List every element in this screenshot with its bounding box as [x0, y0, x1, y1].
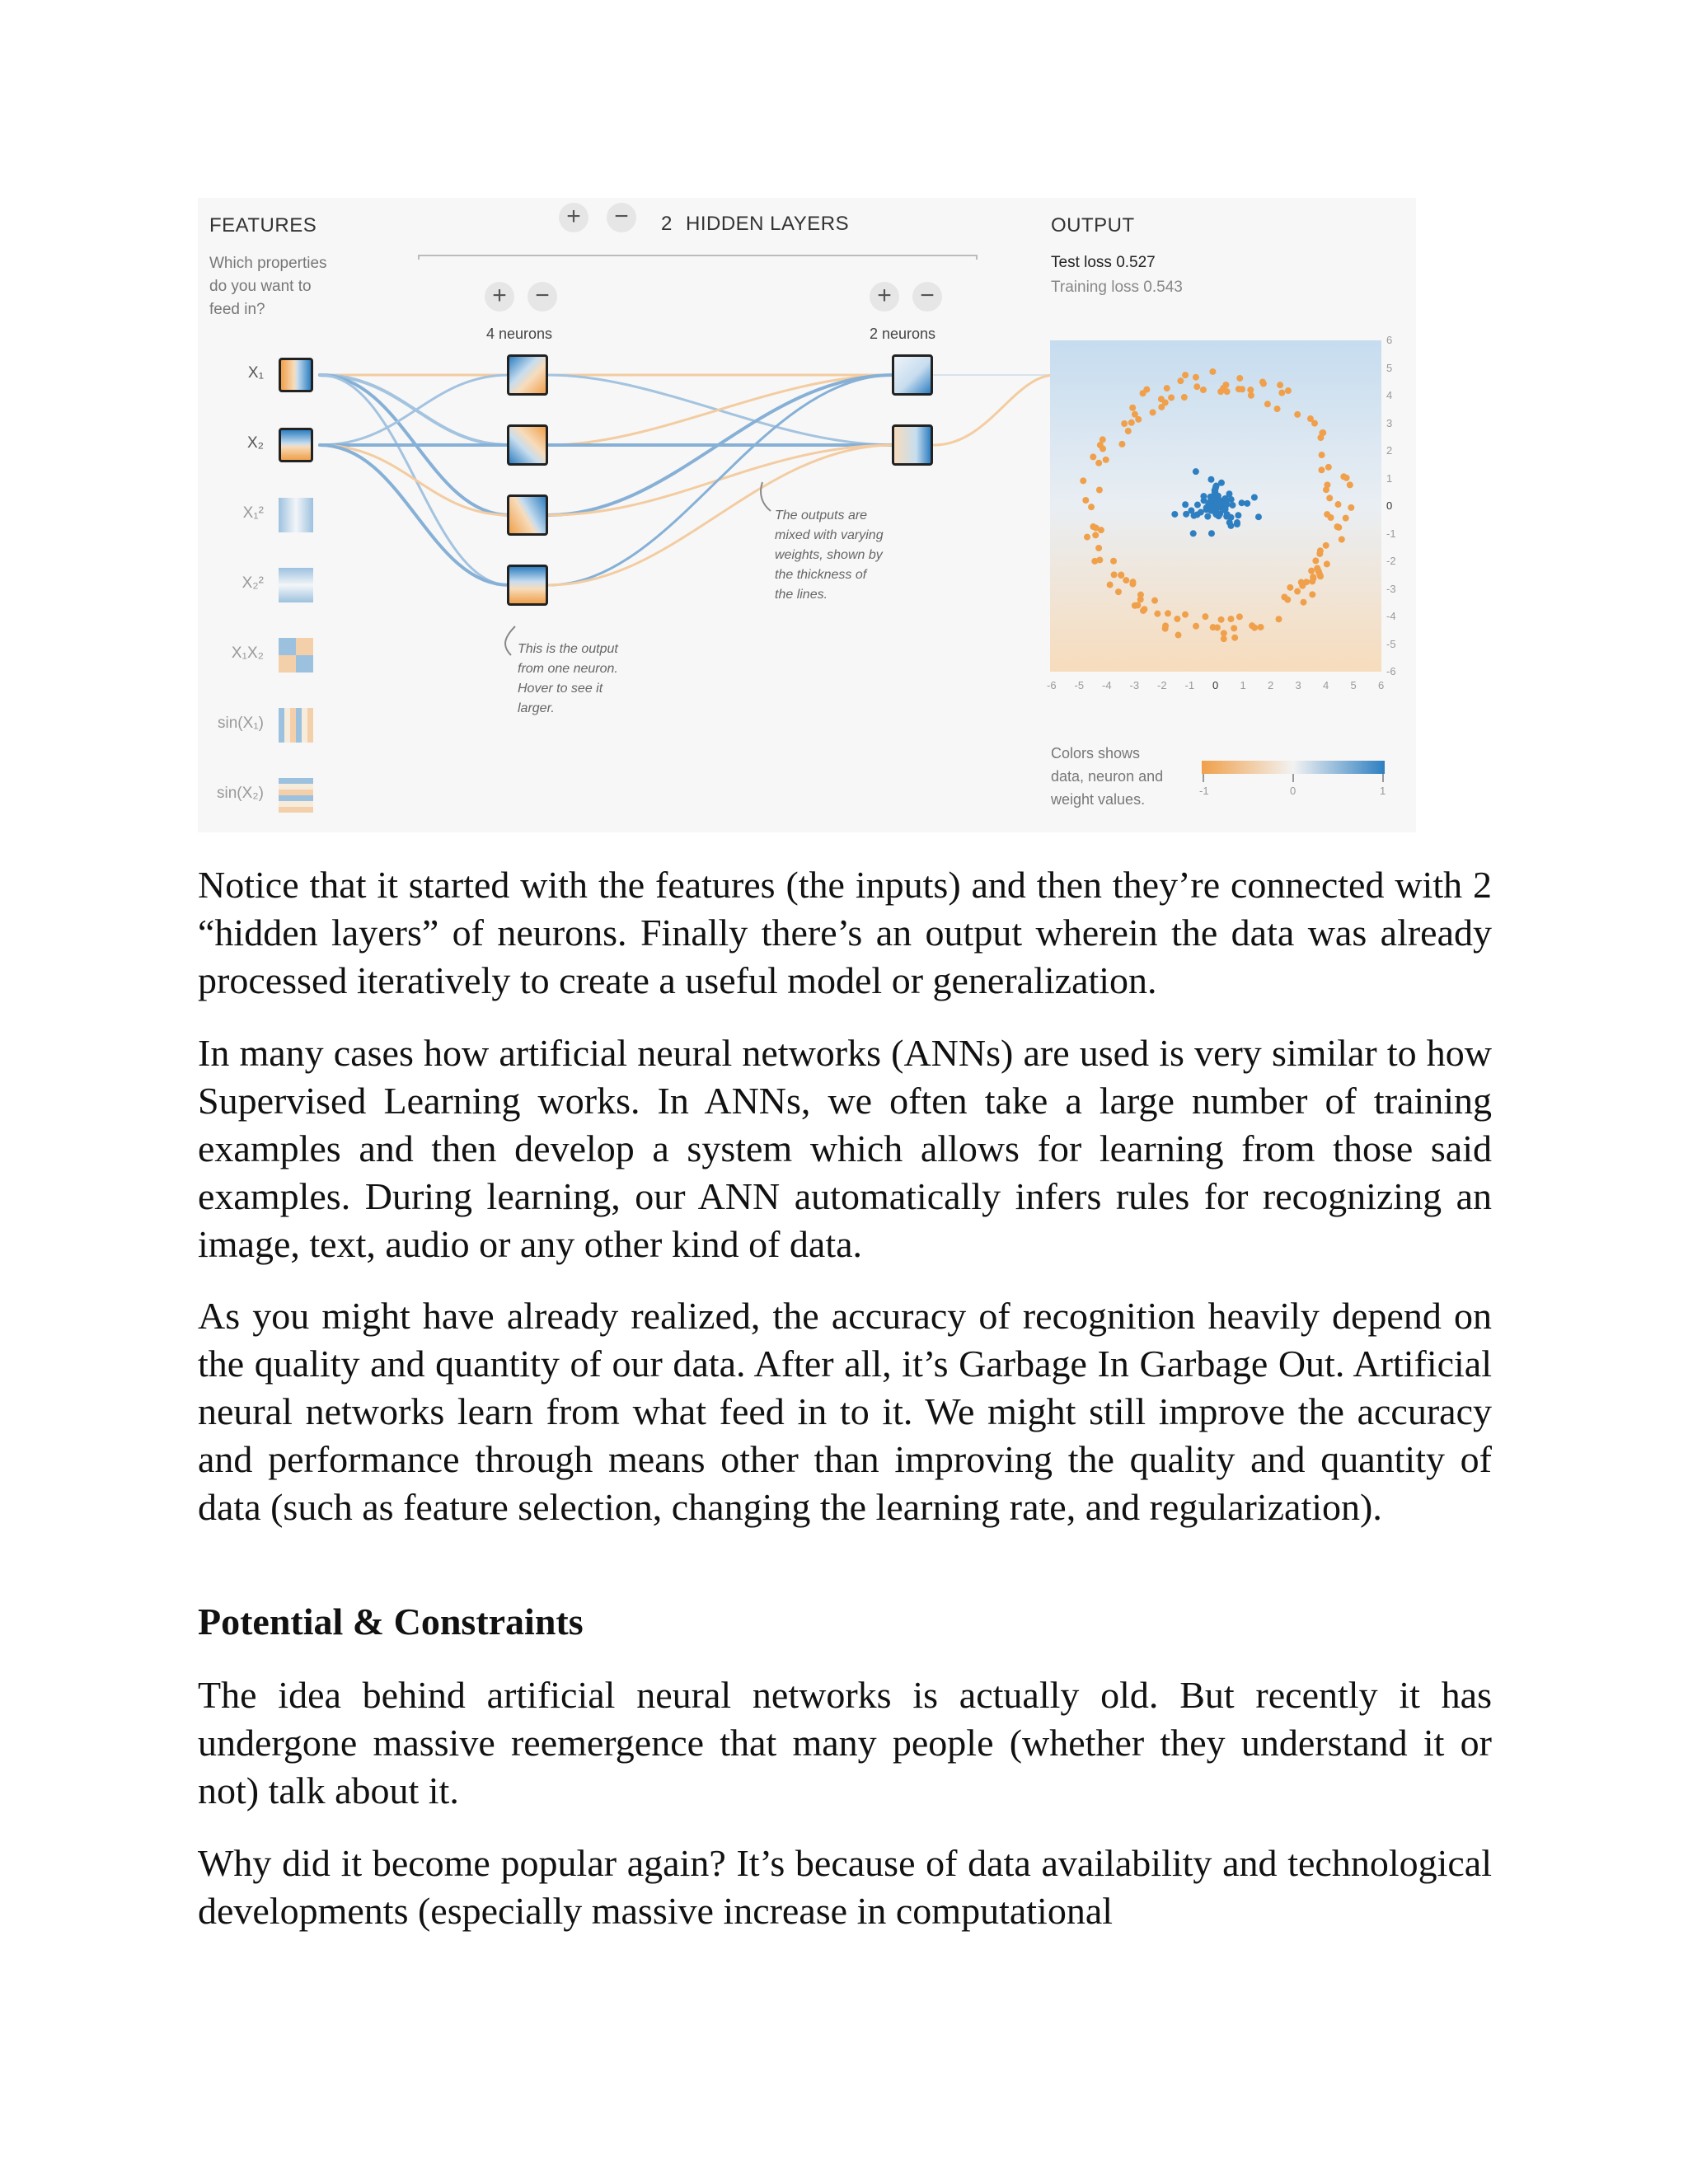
features-header: FEATURES: [209, 214, 317, 237]
feature-tile-x1[interactable]: [279, 358, 313, 392]
x-tick: 2: [1268, 679, 1274, 691]
paragraph-5: Why did it become popular again? It’s because of data availability and technological developments (especially massive increase in computational: [198, 1842, 1492, 1932]
data-point-blue: [1171, 511, 1178, 518]
data-point-orange: [1214, 624, 1221, 630]
data-point-blue: [1193, 468, 1199, 475]
data-point-orange: [1317, 547, 1324, 554]
data-point-orange: [1218, 616, 1225, 623]
data-point-orange: [1339, 537, 1345, 543]
data-point-orange: [1092, 532, 1099, 538]
data-point-orange: [1082, 497, 1089, 504]
data-point-orange: [1347, 481, 1353, 488]
features-subtitle: Which properties do you want to feed in?: [209, 255, 327, 318]
data-point-orange: [1323, 542, 1329, 549]
data-point-orange: [1103, 457, 1109, 463]
feature-label-x1-squared: X₁²: [242, 504, 264, 522]
data-point-orange: [1294, 411, 1301, 418]
section-heading: Potential & Constraints: [198, 1601, 584, 1643]
data-point-orange: [1317, 573, 1324, 579]
data-point-blue: [1204, 513, 1211, 520]
data-point-orange: [1110, 558, 1117, 565]
data-point-orange: [1154, 611, 1160, 617]
data-point-orange: [1249, 622, 1255, 629]
neuron-layer2-2[interactable]: [892, 424, 933, 466]
data-point-orange: [1140, 607, 1146, 614]
data-point-orange: [1140, 390, 1146, 396]
x-tick: 3: [1295, 679, 1301, 691]
paragraph-3: As you might have already realized, the accuracy of recognition heavily depend on the quality and quantity of our data. After all, it’s Garbage In Garbage Out. Artificial neural networks learn from what feed in to it. We might still improve the accuracy and performance through means other than improving the quality and quantity of data (such as feature selection, changing the learning rate, and regularization).: [198, 1295, 1492, 1528]
data-point-orange: [1221, 630, 1227, 636]
data-point-orange: [1343, 515, 1349, 522]
data-point-orange: [1168, 394, 1175, 401]
data-point-orange: [1129, 581, 1136, 588]
feature-tile-x1x2[interactable]: [279, 638, 313, 673]
data-point-orange: [1129, 405, 1136, 411]
neuron-annotation: This is the output from one neuron. Hover to see it larger.: [518, 642, 618, 715]
data-point-orange: [1298, 579, 1305, 586]
data-point-orange: [1162, 626, 1169, 632]
data-point-orange: [1348, 504, 1354, 511]
output-header: OUTPUT: [1051, 214, 1135, 237]
feature-label-sin-x2: sin(X₂): [217, 785, 264, 802]
y-tick: 1: [1386, 471, 1393, 485]
data-point-orange: [1123, 577, 1129, 583]
feature-tile-sin-x1[interactable]: [279, 708, 313, 743]
x-tick: -6: [1047, 679, 1057, 691]
data-point-orange: [1278, 390, 1285, 396]
data-point-orange: [1326, 494, 1333, 501]
y-tick: -3: [1386, 582, 1396, 595]
data-point-orange: [1084, 534, 1090, 541]
data-point-orange: [1335, 501, 1342, 508]
color-legend-text: Colors shows data, neuron and weight values.: [1051, 745, 1164, 808]
data-point-orange: [1308, 568, 1315, 574]
data-point-orange: [1200, 387, 1207, 393]
data-point-orange: [1107, 582, 1114, 588]
feature-tile-x2-squared[interactable]: [279, 568, 313, 602]
data-point-orange: [1111, 571, 1118, 578]
remove-layer-button[interactable]: −: [607, 203, 636, 232]
data-point-orange: [1177, 377, 1184, 384]
feature-tile-x2[interactable]: [279, 428, 313, 462]
layer2-neuron-count: 2 neurons: [870, 326, 936, 342]
y-tick: -1: [1386, 527, 1396, 540]
data-point-orange: [1095, 545, 1102, 551]
data-point-orange: [1343, 475, 1350, 481]
data-point-orange: [1231, 625, 1237, 631]
test-loss: Test loss 0.527: [1051, 254, 1156, 271]
legend-tick-min: -1: [1199, 785, 1209, 797]
add-layer-button[interactable]: +: [559, 203, 588, 232]
add-neuron-layer1-button[interactable]: +: [485, 282, 514, 312]
x-tick: -2: [1157, 679, 1167, 691]
data-point-orange: [1118, 572, 1124, 579]
data-point-orange: [1174, 616, 1180, 622]
data-point-orange: [1258, 624, 1264, 630]
data-point-orange: [1335, 524, 1342, 531]
x-tick: 0: [1212, 679, 1219, 691]
data-point-orange: [1182, 612, 1189, 618]
x-tick: -5: [1074, 679, 1085, 691]
y-tick: 2: [1386, 444, 1393, 457]
legend-color-bar: [1202, 761, 1385, 774]
data-point-blue: [1213, 483, 1220, 490]
data-point-orange: [1307, 415, 1314, 422]
data-point-orange: [1150, 409, 1156, 415]
weights-annotation: The outputs are mixed with varying weights, shown by the thickness of the lines.: [775, 509, 884, 602]
data-point-orange: [1227, 616, 1234, 622]
data-point-blue: [1183, 511, 1189, 518]
data-point-blue: [1255, 513, 1262, 520]
data-point-orange: [1095, 460, 1102, 466]
data-point-blue: [1227, 523, 1234, 529]
data-point-orange: [1281, 593, 1287, 600]
data-point-orange: [1193, 374, 1199, 381]
data-point-orange: [1209, 368, 1216, 375]
data-point-orange: [1324, 481, 1330, 488]
data-point-orange: [1320, 429, 1326, 436]
y-tick: -2: [1386, 555, 1396, 567]
neuron-layer2-1[interactable]: [892, 354, 933, 396]
y-tick: -6: [1386, 665, 1396, 677]
add-neuron-layer2-button[interactable]: +: [870, 282, 899, 312]
data-point-orange: [1301, 599, 1307, 606]
data-point-orange: [1276, 616, 1282, 622]
data-point-blue: [1251, 494, 1258, 500]
data-point-orange: [1165, 610, 1171, 616]
data-point-orange: [1319, 452, 1325, 458]
x-tick: -3: [1129, 679, 1140, 691]
neuron-layer1-4[interactable]: [507, 565, 548, 606]
data-point-orange: [1121, 420, 1128, 427]
remove-neuron-layer2-button[interactable]: −: [912, 282, 942, 312]
data-point-orange: [1236, 613, 1243, 620]
data-point-blue: [1198, 509, 1204, 516]
y-tick: 0: [1386, 499, 1393, 512]
data-point-orange: [1239, 386, 1245, 392]
neural-network-playground-figure: [198, 198, 1416, 832]
data-point-orange: [1158, 404, 1165, 410]
feature-label-sin-x1: sin(X₁): [217, 715, 264, 732]
neuron-layer1-2[interactable]: [507, 424, 548, 466]
data-point-orange: [1202, 613, 1208, 620]
feature-label-x2: X₂: [246, 434, 264, 452]
paragraph-1: Notice that it started with the features (the inputs) and then they’re connected with 2 “hidden layers” of neurons. Finally there’s an output wherein the data was already processed iteratively to create a useful model or generalization.: [198, 864, 1492, 1001]
data-point-orange: [1193, 623, 1199, 630]
x-tick: 1: [1240, 679, 1246, 691]
y-tick: 5: [1386, 361, 1393, 374]
data-point-orange: [1231, 635, 1238, 641]
data-point-blue: [1244, 500, 1250, 507]
hidden-layers-label: HIDDEN LAYERS: [686, 213, 850, 235]
feature-label-x1x2: X₁X₂: [231, 644, 264, 662]
feature-tile-x1-squared[interactable]: [279, 498, 313, 532]
data-point-blue: [1228, 496, 1235, 503]
x-tick: 4: [1323, 679, 1329, 691]
data-point-orange: [1090, 453, 1096, 460]
data-point-blue: [1229, 502, 1236, 509]
feature-tile-sin-x2[interactable]: [279, 778, 313, 813]
data-point-orange: [1137, 596, 1144, 602]
data-point-orange: [1115, 588, 1122, 595]
data-point-orange: [1096, 487, 1103, 494]
data-point-orange: [1248, 392, 1254, 399]
legend-tick-max: 1: [1380, 785, 1386, 797]
hidden-layer-count: 2: [661, 213, 673, 235]
data-point-orange: [1222, 382, 1229, 388]
data-point-orange: [1181, 394, 1188, 401]
data-point-blue: [1194, 502, 1201, 509]
data-point-orange: [1324, 560, 1330, 567]
data-point-orange: [1193, 383, 1200, 390]
neuron-layer1-1[interactable]: [507, 354, 548, 396]
y-tick: 6: [1386, 334, 1393, 346]
data-point-orange: [1164, 385, 1170, 391]
legend-tick-mid: 0: [1290, 785, 1296, 797]
y-tick: 4: [1386, 389, 1393, 401]
y-tick: -5: [1386, 637, 1396, 650]
data-point-blue: [1235, 512, 1241, 518]
data-point-blue: [1207, 476, 1214, 483]
data-point-orange: [1325, 464, 1332, 471]
data-point-orange: [1151, 598, 1158, 604]
data-point-orange: [1118, 441, 1125, 448]
data-point-orange: [1088, 504, 1095, 510]
data-point-orange: [1236, 375, 1243, 382]
data-point-orange: [1259, 378, 1266, 385]
paragraph-2: In many cases how artificial neural networks (ANNs) are used is very similar to how Supervised Learning works. In ANNs, we often take a large number of training examples and then develop a system which allows for learning from those said examples. During learning, our ANN automatically infers rules for recognizing an image, text, audio or any other kind of data.: [198, 1032, 1492, 1265]
data-point-blue: [1182, 501, 1189, 508]
y-tick: -4: [1386, 610, 1396, 622]
feature-label-x1: X₁: [247, 364, 264, 382]
data-point-blue: [1234, 521, 1240, 527]
neuron-layer1-3[interactable]: [507, 494, 548, 536]
data-point-blue: [1190, 530, 1197, 537]
data-point-orange: [1175, 632, 1182, 639]
x-tick: -1: [1184, 679, 1195, 691]
data-point-blue: [1191, 513, 1198, 519]
data-point-orange: [1221, 635, 1227, 642]
data-point-orange: [1135, 416, 1142, 423]
layer1-neuron-count: 4 neurons: [486, 326, 553, 342]
data-point-blue: [1212, 503, 1219, 509]
data-point-blue: [1226, 490, 1232, 497]
x-tick: 6: [1378, 679, 1385, 691]
data-point-orange: [1274, 405, 1281, 412]
feature-label-x2-squared: X₂²: [241, 574, 264, 592]
x-tick: -4: [1102, 679, 1112, 691]
training-loss: Training loss 0.543: [1051, 279, 1183, 296]
data-point-orange: [1128, 419, 1135, 426]
data-point-blue: [1208, 530, 1215, 537]
data-point-orange: [1090, 523, 1096, 530]
data-point-orange: [1091, 558, 1098, 565]
data-point-orange: [1310, 575, 1316, 582]
data-point-orange: [1125, 428, 1132, 434]
y-tick: 3: [1386, 416, 1393, 429]
x-tick: 5: [1350, 679, 1357, 691]
data-point-orange: [1324, 511, 1330, 518]
data-point-orange: [1264, 401, 1271, 407]
data-point-orange: [1277, 382, 1283, 388]
data-point-orange: [1285, 387, 1292, 394]
data-point-orange: [1294, 588, 1301, 595]
data-point-orange: [1312, 557, 1319, 564]
data-point-orange: [1097, 442, 1104, 448]
data-point-orange: [1134, 602, 1141, 608]
data-point-orange: [1318, 466, 1325, 473]
data-point-orange: [1182, 372, 1189, 378]
data-point-orange: [1287, 584, 1293, 591]
paragraph-4: The idea behind artificial neural networks is actually old. But recently it has undergone massive reemergence that many people (whether they understand it or not) talk about it.: [198, 1674, 1492, 1811]
data-point-orange: [1309, 591, 1315, 598]
data-point-blue: [1212, 489, 1218, 495]
remove-neuron-layer1-button[interactable]: −: [528, 282, 557, 312]
data-point-blue: [1223, 513, 1230, 520]
data-point-orange: [1080, 477, 1086, 484]
